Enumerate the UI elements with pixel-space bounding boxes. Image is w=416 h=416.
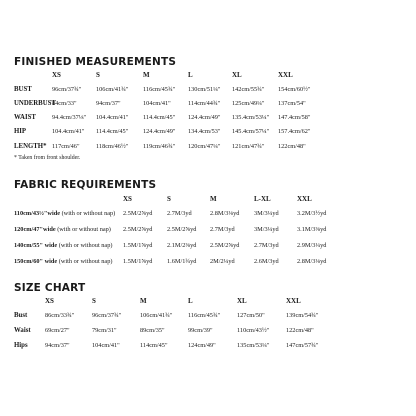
table-cell: 106cm/41¾"	[96, 86, 129, 93]
table-cell: 124cm/49"	[188, 342, 216, 349]
table-cell: 124.4cm/49"	[143, 128, 176, 135]
fabric-size-header-xs: XS	[123, 195, 132, 203]
fabric-row-label: 140cm/55" wide (with or without nap)	[14, 242, 113, 249]
table-cell: 121cm/47¾"	[232, 143, 265, 150]
table-cell: 2.7M/3yd	[210, 226, 235, 233]
table-cell: 116cm/45¾"	[143, 86, 176, 93]
table-cell: 84cm/33"	[52, 100, 77, 107]
chart-row-label-hips: Hips	[14, 342, 28, 349]
table-cell: 2.5M/2⅝yd	[167, 226, 197, 233]
table-cell: 110cm/43½"	[237, 327, 270, 334]
row-label-bust: BUST	[14, 86, 32, 93]
table-cell: 2.5M/2⅝yd	[123, 210, 153, 217]
table-cell: 130cm/51¼"	[188, 86, 221, 93]
table-cell: 96cm/37¾"	[52, 86, 82, 93]
table-cell: 154cm/60½"	[278, 86, 311, 93]
table-cell: 104cm/41"	[92, 342, 120, 349]
table-cell: 118cm/46½"	[96, 143, 129, 150]
table-cell: 1.5M/1⅝yd	[123, 242, 153, 249]
table-cell: 94cm/37"	[96, 100, 121, 107]
fabric-row-label: 150cm/60" wide (with or without nap)	[14, 258, 113, 265]
table-cell: 147cm/57¾"	[286, 342, 319, 349]
table-cell: 104cm/41"	[143, 100, 171, 107]
table-cell: 147.4cm/58"	[278, 114, 311, 121]
row-label-length: LENGTH*	[14, 143, 47, 150]
size-header-s: S	[96, 71, 100, 79]
fabric-size-header-lxl: L-XL	[254, 195, 271, 203]
table-cell: 89cm/35"	[140, 327, 165, 334]
chart-size-header-s: S	[92, 297, 96, 305]
table-cell: 120cm/47¼"	[188, 143, 221, 150]
size-header-m: M	[143, 71, 150, 79]
chart-row-label-waist: Waist	[14, 327, 31, 334]
fabric-row-label: 120cm/47"wide (with or without nap)	[14, 226, 111, 233]
table-cell: 1.6M/1¾yd	[167, 258, 197, 265]
row-label-hip: HIP	[14, 128, 27, 135]
size-chart-heading: SIZE CHART	[14, 282, 86, 294]
table-cell: 3M/3¼yd	[254, 226, 279, 233]
table-cell: 125cm/49¼"	[232, 100, 265, 107]
row-label-waist: WAIST	[14, 114, 36, 121]
chart-size-header-xxl: XXL	[286, 297, 301, 305]
table-cell: 94cm/37"	[45, 342, 70, 349]
chart-size-header-xs: XS	[45, 297, 54, 305]
table-cell: 122cm/48"	[286, 327, 314, 334]
row-label-underbust: UNDERBUST	[14, 100, 56, 107]
table-cell: 3.2M/3½yd	[297, 210, 327, 217]
table-cell: 1.5M/1⅝yd	[123, 258, 153, 265]
table-cell: 127cm/50"	[237, 312, 265, 319]
size-header-xs: XS	[52, 71, 61, 79]
table-cell: 122cm/48"	[278, 143, 306, 150]
fabric-size-header-s: S	[167, 195, 171, 203]
chart-row-label-bust: Bust	[14, 312, 28, 319]
table-cell: 96cm/37¾"	[92, 312, 122, 319]
size-header-xl: XL	[232, 71, 242, 79]
table-cell: 114cm/45"	[140, 342, 168, 349]
table-cell: 2.7M/3yd	[167, 210, 192, 217]
table-cell: 114cm/44¾"	[188, 100, 221, 107]
table-cell: 134.4cm/53"	[188, 128, 221, 135]
chart-size-header-m: M	[140, 297, 147, 305]
fabric-size-header-m: M	[210, 195, 217, 203]
table-cell: 79cm/31"	[92, 327, 117, 334]
table-cell: 137cm/54"	[278, 100, 306, 107]
table-cell: 106cm/41¾"	[140, 312, 173, 319]
table-cell: 117cm/46"	[52, 143, 80, 150]
fabric-size-header-xxl: XXL	[297, 195, 312, 203]
table-cell: 99cm/39"	[188, 327, 213, 334]
table-cell: 139cm/54¾"	[286, 312, 319, 319]
table-cell: 2.8M/3⅛yd	[210, 210, 240, 217]
table-cell: 104.4cm/41"	[96, 114, 129, 121]
table-cell: 69cm/27"	[45, 327, 70, 334]
table-cell: 86cm/33¾"	[45, 312, 75, 319]
table-cell: 135.4cm/53¼"	[232, 114, 270, 121]
table-cell: 3M/3¼yd	[254, 210, 279, 217]
table-cell: 2.8M/3⅛yd	[297, 258, 327, 265]
table-cell: 142cm/55¾"	[232, 86, 265, 93]
chart-size-header-l: L	[188, 297, 193, 305]
table-cell: 135cm/53¼"	[237, 342, 270, 349]
table-cell: 2.6M/3yd	[254, 258, 279, 265]
size-header-xxl: XXL	[278, 71, 293, 79]
table-cell: 114.4cm/45"	[143, 114, 176, 121]
table-cell: 2.7M/3yd	[254, 242, 279, 249]
table-cell: 116cm/45¾"	[188, 312, 221, 319]
table-cell: 2M/2¼yd	[210, 258, 235, 265]
table-cell: 2.1M/2⅜yd	[167, 242, 197, 249]
size-header-l: L	[188, 71, 193, 79]
table-cell: 2.9M/3¼yd	[297, 242, 327, 249]
finished-measurements-heading: FINISHED MEASUREMENTS	[14, 56, 177, 68]
table-cell: 94.4cm/37⅛"	[52, 114, 87, 121]
fabric-requirements-heading: FABRIC REQUIREMENTS	[14, 179, 157, 191]
table-cell: 104.4cm/41"	[52, 128, 85, 135]
table-cell: 157.4cm/62"	[278, 128, 311, 135]
table-cell: 114.4cm/45"	[96, 128, 129, 135]
chart-size-header-xl: XL	[237, 297, 247, 305]
fabric-row-label: 110cm/43½"wide (with or without nap)	[14, 210, 116, 217]
footnote: * Taken from front shoulder.	[14, 155, 81, 161]
table-cell: 3.1M/3⅜yd	[297, 226, 327, 233]
table-cell: 119cm/46¾"	[143, 143, 176, 150]
table-cell: 2.5M/2⅝yd	[210, 242, 240, 249]
table-cell: 2.5M/2⅝yd	[123, 226, 153, 233]
table-cell: 124.4cm/49"	[188, 114, 221, 121]
table-cell: 145.4cm/57¼"	[232, 128, 270, 135]
